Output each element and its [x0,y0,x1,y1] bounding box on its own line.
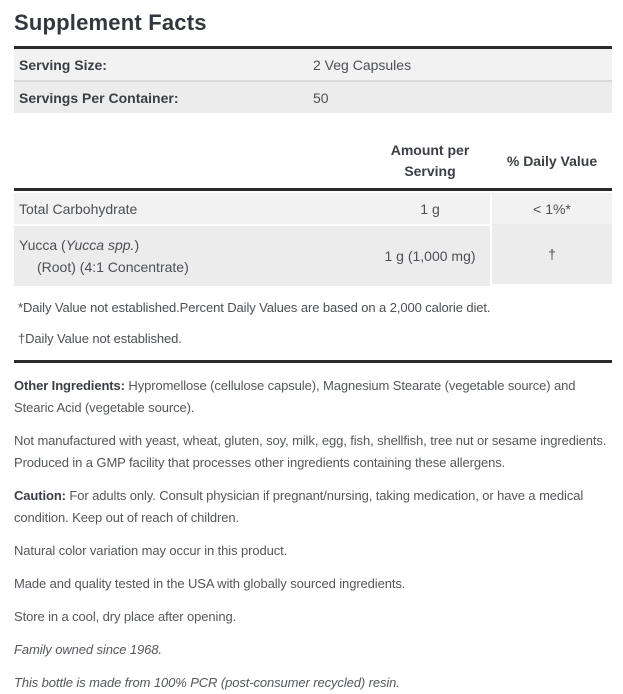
servings-per-container-value: 50 [313,89,329,106]
storage-text: Store in a cool, dry place after opening. [14,609,237,624]
yucca-name-pre: Yucca ( [19,237,66,253]
servings-per-container-row [14,80,612,113]
nutrient-name: Total Carbohydrate [14,193,370,224]
nutrient-name [14,226,370,286]
made-in-usa-paragraph [14,573,612,595]
daily-value-header: % Daily Value [506,153,598,169]
table-row-yucca [14,226,612,286]
serving-size-value: 2 Veg Capsules [313,56,412,73]
facts-table-header [14,140,612,188]
color-variation-paragraph [14,540,612,562]
serving-size-row [14,49,612,80]
other-ingredients-text: Hypromellose (cellulose capsule), Magnesium Stearate (vegetable source) and Stearic Acid (vegetable source). [14,378,576,415]
allergen-text: Not manufactured with yeast, wheat, gluten, soy, milk, egg, fish, shellfish, tree nut or sesame ingredients. Produced in a GMP facility that processes other ingredients containing these allergens. [14,433,607,470]
made-in-usa-text: Made and quality tested in the USA with globally sourced ingredients. [14,576,406,591]
storage-paragraph [14,606,612,628]
amount-per-serving-header [370,140,490,182]
family-owned-paragraph [14,639,612,661]
yucca-botanical-name: Yucca spp. [65,237,135,253]
table-row-total-carbohydrate [14,193,612,224]
nutrient-amount: 1 g [370,193,490,224]
servings-per-container-label: Servings Per Container: [19,89,179,106]
header-rule [14,188,612,191]
nutrient-amount: 1 g (1,000 mg) [370,226,490,286]
footnote-dagger: †Daily Value not established. [18,331,182,346]
caution-paragraph [14,485,612,529]
amount-header-line2: Serving [404,163,456,179]
amount-header-line1: Amount per [390,142,470,158]
yucca-name-block [19,234,189,278]
nutrient-daily-value: < 1%* [492,193,612,224]
caution-lead: Caution: [14,488,66,503]
panel-title: Supplement Facts [14,10,207,35]
other-ingredients-lead: Other Ingredients: [14,378,125,393]
caution-text: For adults only. Consult physician if pregnant/nursing, taking medication, or have a medical condition. Keep out of reach of children. [14,488,584,525]
serving-size-label: Serving Size: [19,56,107,73]
other-ingredients-paragraph [14,375,612,419]
pcr-bottle-paragraph [14,672,612,694]
allergen-paragraph [14,430,612,474]
yucca-name-post: ) [134,237,140,253]
bottom-rule [14,360,612,363]
color-variation-text: Natural color variation may occur in this product. [14,543,288,558]
nutrient-daily-value: † [492,224,612,284]
footnote-asterisk: *Daily Value not established.Percent Daily Values are based on a 2,000 calorie diet. [18,300,491,315]
yucca-name-subline: (Root) (4:1 Concentrate) [37,259,189,275]
pcr-bottle-text: This bottle is made from 100% PCR (post-consumer recycled) resin. [14,675,400,690]
family-owned-text: Family owned since 1968. [14,642,162,657]
